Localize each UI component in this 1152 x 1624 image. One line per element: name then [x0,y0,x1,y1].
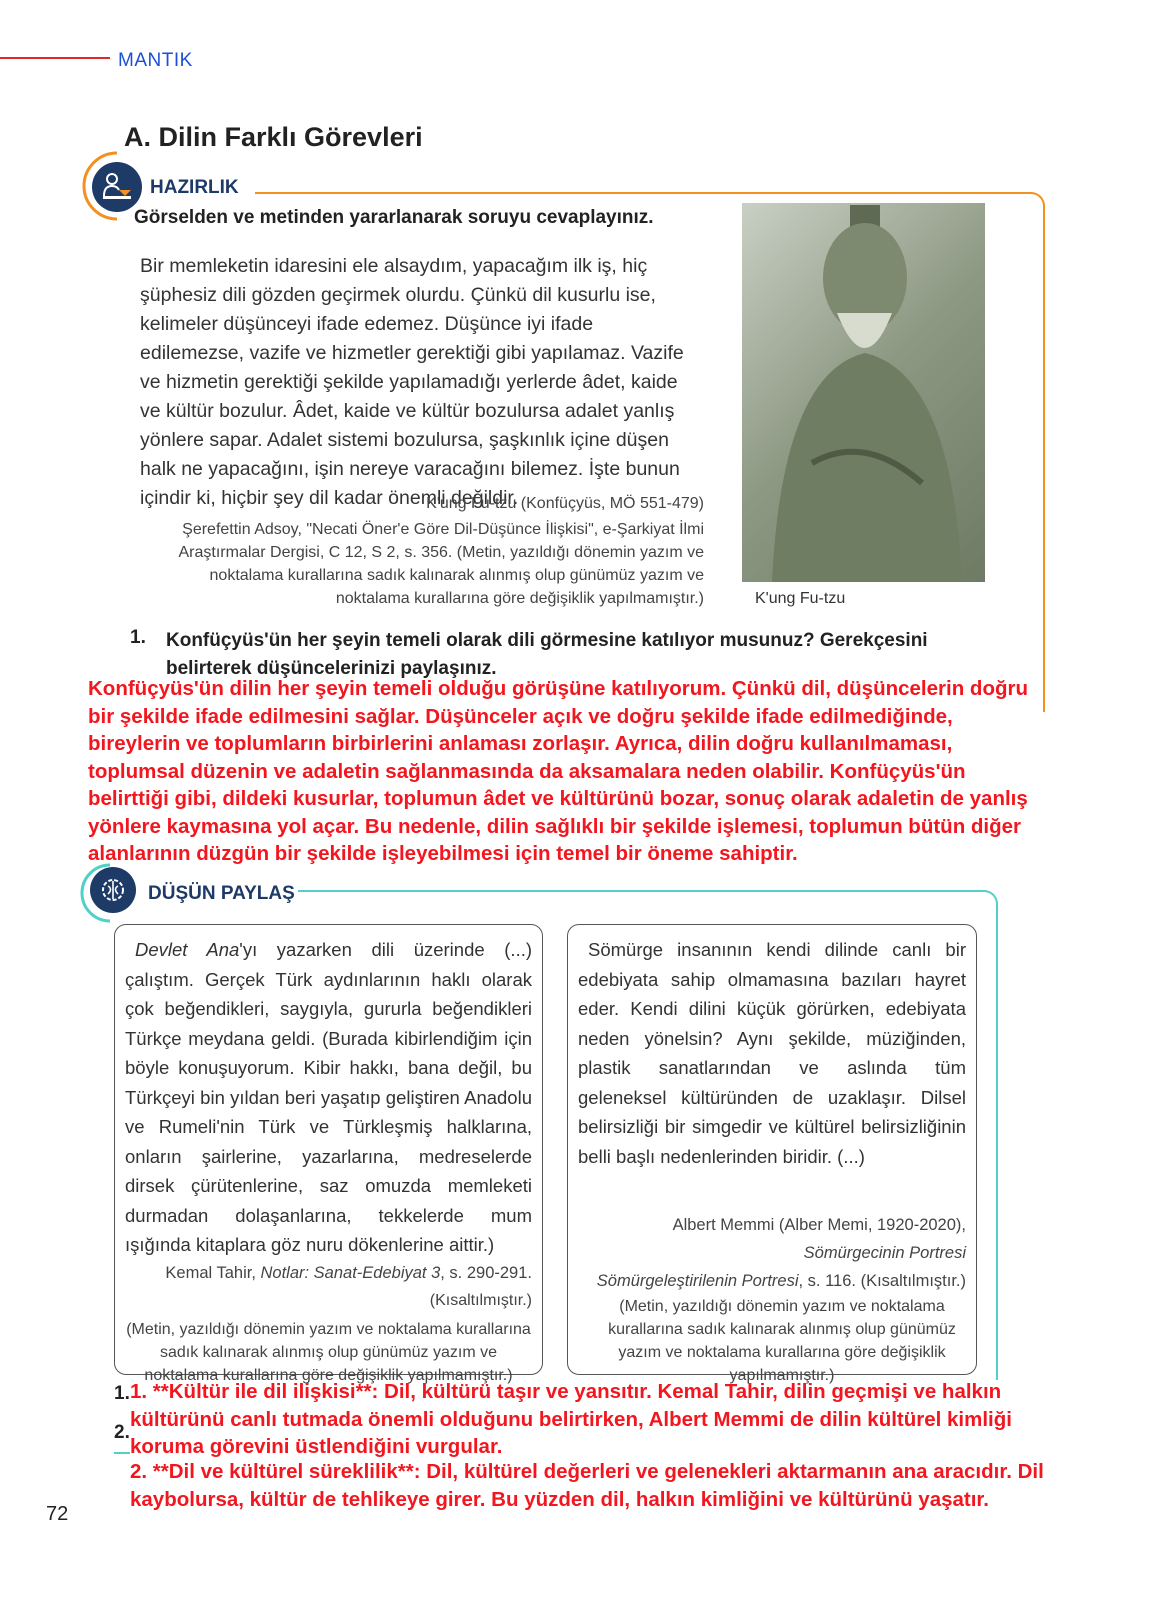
left-text: 'yı yazarken dili üzerinde (...) çalıştım. Gerçek Türk aydınlarının haklı olarak çok beğendikleri, saygıyla, gururla beğendikleri Türkçe meydana geldi. (Burada kibirlendiğim için böyle konuşuyorum. Kibir hakkı, bana değil, bu Türkçeyi bin yıldan beri yaşatıp geliştiren Anadolu ve Rumeli'nin Türk ve Türkleşmiş halklarına, onların şairlerine, yazarlarına, medreselerde dirsek çürütenlerine, saz omuzda memleketi durmadan dolaşanlarına, tekkelerde mum ışığında kitaplara göz nuru dökenlerine aittir.) [125,939,533,1255]
right-work1: Sömürgecinin Portresi [803,1244,966,1262]
image-caption: K'ung Fu-tzu [755,590,846,607]
right-author: Albert Memmi (Alber Memi, 1920-2020), [672,1216,966,1234]
right-work2: Sömürgeleştirilenin Portresi [596,1272,799,1290]
left-note: (Metin, yazıldığı dönemin yazım ve noktalama kurallarına sadık kalınarak alınmış olup günümüz yazım ve noktalama kurallarına göre değişiklik yapılmamıştır.) [126,1320,531,1384]
quote-author: K'ung Fu-tzu (Konfüçyüs, MÖ 551-479) [426,495,704,512]
answer-1: 1. **Kültür ile dil ilişkisi**: Dil, kültürü taşır ve yansıtır. Kemal Tahir, dilin geçmişi ve halkın kültürünü canlı tutmada önemli olduğunu belirtirken, Albert Memmi de dilin kültürel kimliği koruma görevini üstlendiğini vurgular. [130,1380,1012,1458]
question-number: 1. [130,627,146,648]
hazirlik-label: HAZIRLIK [150,177,239,198]
text-box-right [567,924,977,1384]
answer-text: Konfüçyüs'ün dilin her şeyin temeli olduğu görüşüne katılıyorum. Çünkü dil, düşüncelerin doğru bir şekilde ifade edilmesini sağlar. Düşünceler açık ve doğru şekilde ifade edilmediğinde, bireylerin ve toplumların birbirlerini anlaması zorlaşır. Ayrıca, dilin doğru kullanılmaması, toplumsal düzenin ve adaletin sağlanmasında da aksamalara neden olabilir. Konfüçyüs'ün belirttiği gibi, dildeki kusurlar, toplumun âdet ve kültürünü bozar, sonuç olarak adaletin de yanlış yönlere kaymasına yol açar. Bu nedenle, dilin sağlıklı bir şekilde işlemesi, toplumun bütün diğer alanlarının düzgün bir şekilde işleyebilmesi için temel bir öneme sahiptir. [88,677,1028,865]
instruction: Görselden ve metinden yararlanarak soruyu cevaplayınız. [134,207,654,228]
book-title: Devlet Ana [135,939,240,960]
answer-underline [114,1452,130,1454]
answer-number-2: 2. [114,1422,130,1443]
quote-source: Şerefettin Adsoy, "Necati Öner'e Göre Dil-Düşünce İlişkisi", e-Şarkiyat İlmi Araştırmalar Dergisi, C 12, S 2, s. 356. (Metin, yazıldığı dönemin yazım ve noktalama kurallarına sadık kalınarak alınmış olup günümüz yazım ve noktalama kurallarına göre değişiklik yapılmamıştır.) [178,521,704,607]
right-pages: , s. 116. (Kısaltılmıştır.) [798,1272,966,1290]
left-work: Notlar: Sanat-Edebiyat 3 [260,1263,441,1282]
statue-image [742,203,985,582]
right-note: (Metin, yazıldığı dönemin yazım ve noktalama kurallarına sadık kalınarak alınmış olup günümüz yazım ve noktalama kurallarına göre değişiklik yapılmamıştır.) [608,1298,956,1384]
student-desk-icon [92,162,142,212]
question-text: Konfüçyüs'ün her şeyin temeli olarak dili görmesine katılıyor musunuz? Gerekçesini belirterek düşüncelerinizi paylaşınız. [166,630,928,679]
quote-text: Bir memleketin idaresini ele alsaydım, yapacağım ilk iş, hiç şüphesiz dili gözden geçirmek olurdu. Çünkü dil kusurlu ise, kelimeler düşünceyi ifade edemez. Düşünce iyi ifade edilemezse, vazife ve hizmetler gerektiği gibi yapılamaz. Vazife ve hizmetin gerektiği şekilde yapılamadığı yerlerde âdet, kaide ve kültür bozulur. Âdet, kaide ve kültür bozulursa adalet yanlış yönlere sapar. Adalet sistemi bozulursa, şaşkınlık içine düşen halk ne yapacağını, işin nereye varacağını bilemez. İşte bunun içindir ki, hiçbir şey dil kadar önemli değildir. [140,255,684,509]
answer-number-1: 1. [114,1383,130,1404]
answer-2: 2. **Dil ve kültürel süreklilik**: Dil, kültürel değerleri ve gelenekleri aktarmanın ana aracıdır. Dil kaybolursa, kültür de tehlikeye girer. Bu yüzden dil, halkın kimliğini ve kültürünü yaşatır. [130,1460,1044,1511]
left-author: Kemal Tahir, [165,1263,261,1282]
brain-gear-icon [90,867,136,913]
text-box-left [114,924,543,1384]
left-abbr: (Kısaltılmıştır.) [429,1291,532,1309]
left-pages: , s. 290-291. [440,1263,532,1282]
header-rule [0,57,110,59]
section-header: MANTIK [118,50,193,71]
dusun-label: DÜŞÜN PAYLAŞ [148,883,295,904]
page-title: A. Dilin Farklı Görevleri [124,122,423,152]
page-number: 72 [46,1503,69,1525]
right-text: Sömürge insanının kendi dilinde canlı bir edebiyata sahip olmamasına bazıları hayret eder. Kendi dilini küçük görürken, edebiyata neden yönelsin? Aynı şekilde, müziğinden, plastik sanatlarından ve aslında tüm geleneksel kültüründen de uzaklaşır. Dilsel belirsizliği bir simgedir ve kültürel belirsizliğinin belli başlı nedenlerinden biridir. (...) [578,939,966,1167]
